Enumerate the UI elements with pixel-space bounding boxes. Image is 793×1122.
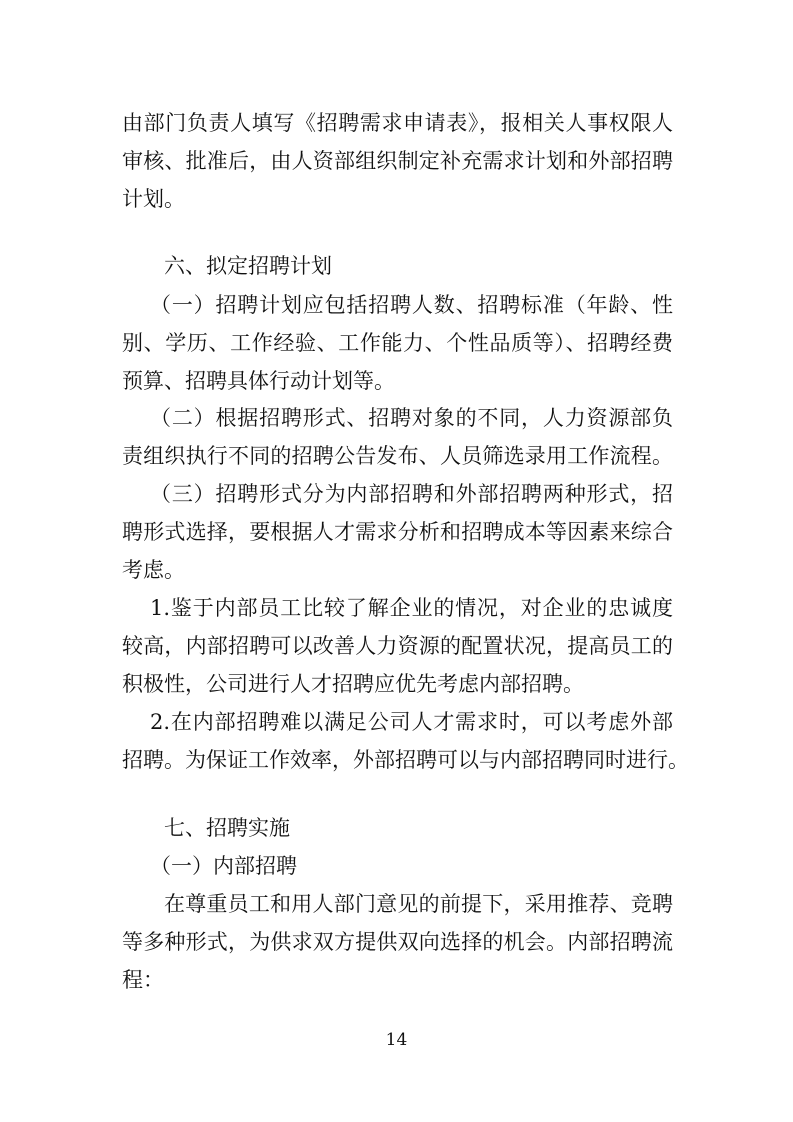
section-heading: 七、招聘实施	[164, 816, 290, 840]
text-line: （一）招聘计划应包括招聘人数、招聘标准（年龄、性	[150, 293, 673, 317]
text-line: 积极性，公司进行人才招聘应优先考虑内部招聘。	[122, 672, 584, 696]
page-number: 14	[385, 1030, 408, 1050]
text-line: 考虑。	[122, 558, 185, 582]
text-line: 别、学历、工作经验、工作能力、个性品质等）、招聘经费	[122, 331, 673, 355]
text-line: （三）招聘形式分为内部招聘和外部招聘两种形式，招	[150, 482, 673, 506]
text-line: 程：	[122, 968, 164, 992]
text-line: 在尊重员工和用人部门意见的前提下，采用推荐、竞聘	[164, 892, 673, 916]
text-line: 由部门负责人填写《招聘需求申请表》，报相关人事权限人	[122, 111, 673, 135]
text-line: 1.鉴于内部员工比较了解企业的情况，对企业的忠诚度	[150, 596, 673, 620]
text-line: 聘形式选择，要根据人才需求分析和招聘成本等因素来综合	[122, 520, 673, 544]
text-line: 等多种形式，为供求双方提供双向选择的机会。内部招聘流	[122, 930, 673, 954]
text-line: 招聘。为保证工作效率，外部招聘可以与内部招聘同时进行。	[122, 748, 689, 772]
text-line: 责组织执行不同的招聘公告发布、人员筛选录用工作流程。	[122, 444, 673, 468]
text-line: 计划。	[122, 187, 185, 211]
text-line: （二）根据招聘形式、招聘对象的不同，人力资源部负	[150, 406, 673, 430]
subsection-heading: （一）内部招聘	[150, 854, 297, 878]
text-line: 审核、批准后，由人资部组织制定补充需求计划和外部招聘	[122, 149, 673, 173]
text-line: 预算、招聘具体行动计划等。	[122, 369, 395, 393]
text-line: 2.在内部招聘难以满足公司人才需求时，可以考虑外部	[150, 710, 673, 734]
section-heading: 六、拟定招聘计划	[164, 254, 332, 278]
text-line: 较高，内部招聘可以改善人力资源的配置状况，提高员工的	[122, 634, 673, 658]
